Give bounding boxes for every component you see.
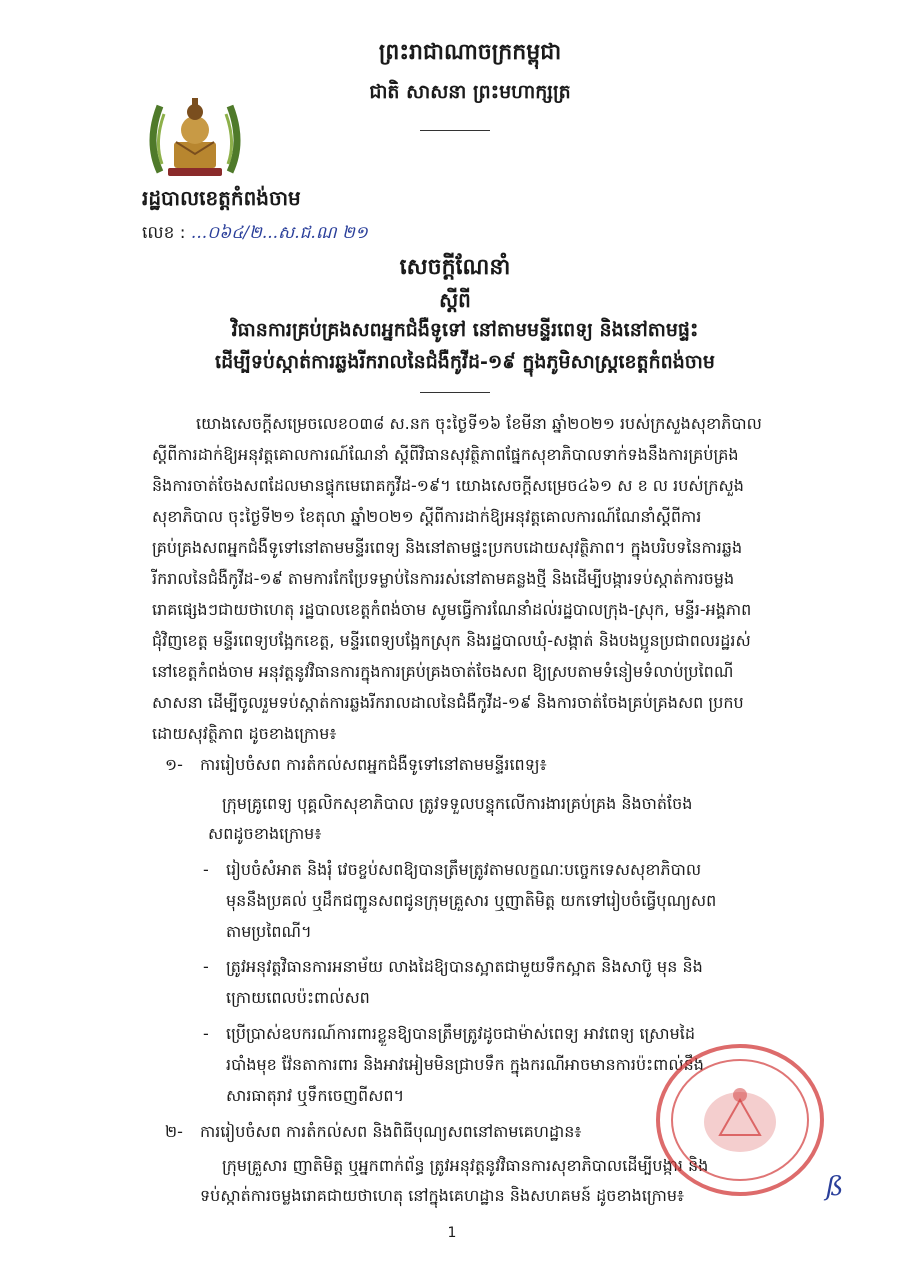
about-label: ស្តីពី: [439, 288, 471, 312]
page-number: 1: [447, 1225, 457, 1241]
intro-paragraph: [152, 408, 832, 749]
intro-line: ដោយសុវត្ថិភាព ដូចខាងក្រោម៖: [152, 724, 337, 743]
section-1-lead: ក្រុមគ្រូពេទ្យ បុគ្គលិកសុខាភិបាល ត្រូវទទួលបន្ទុកលើការងារគ្រប់គ្រង និងចាត់ចែង: [222, 794, 693, 813]
header-divider: [420, 130, 490, 131]
section-2-text: ទប់ស្កាត់ការចម្លងរោគជាយថាហេតុ នៅក្នុងគេហដ្ឋាន និងសហគមន៍ ដូចខាងក្រោម៖: [200, 1186, 685, 1205]
bullet-text: ប្រើប្រាស់ឧបករណ៍ការពារខ្លួនឱ្យបានត្រឹមត្រូវដូចជាម៉ាស់ពេទ្យ អាវពេទ្យ ស្រោមដៃ: [226, 1024, 695, 1043]
signature-initial: ß: [826, 1172, 844, 1202]
bullet-text: ត្រូវអនុវត្តវិធានការអនាម័យ លាងដៃឱ្យបានស្អាតជាមួយទឹកស្អាត និងសាប៊ូ មុន និង: [226, 957, 703, 976]
title-divider: [420, 392, 490, 393]
reference-label: លេខ :: [142, 223, 186, 243]
subject-line-2: ដើម្បីទប់ស្កាត់ការឆ្លងរីករាលនៃជំងឺកូវីដ-១៩ ក្នុងភូមិសាស្ត្រខេត្តកំពង់ចាម: [215, 351, 715, 373]
bullet-text: សារធាតុរាវ ឬទឹកចេញពីសព។: [226, 1086, 405, 1105]
intro-line: និងការចាត់ចែងសពដែលមានផ្ទុកមេរោគកូវីដ-១៩។ យោងសេចក្តីសម្រេច៤៦១ ស ខ ល របស់ក្រសួង: [152, 476, 744, 495]
bullet-mark: -: [203, 860, 209, 879]
issuing-authority: រដ្ឋបាលខេត្តកំពង់ចាម: [142, 186, 301, 210]
intro-line: ស្តីពីការដាក់ឱ្យអនុវត្តគោលការណ៍ណែនាំ ស្តីពីវិធានសុវត្ថិភាពផ្នែកសុខាភិបាលទាក់ទងនឹងការគ្រប់គ្រង: [152, 445, 739, 464]
intro-line: សាសនា ដើម្បីចូលរួមទប់ស្កាត់ការឆ្លងរីករាលដាលនៃជំងឺកូវីដ-១៩ និងការចាត់ចែងគ្រប់គ្រងសព ប្រកប: [152, 693, 744, 712]
intro-line: នៅខេត្តកំពង់ចាម អនុវត្តនូវវិធានការក្នុងការគ្រប់គ្រងចាត់ចែងសព ឱ្យស្របតាមទំនៀមទំលាប់ប្រពៃណី: [152, 662, 734, 681]
subject-line-1: វិធានការគ្រប់គ្រងសពអ្នកជំងឺទូទៅ នៅតាមមន្ទីរពេទ្យ និងនៅតាមផ្ទះ: [231, 319, 699, 341]
intro-line: រោគផ្សេងៗជាយថាហេតុ រដ្ឋបាលខេត្តកំពង់ចាម សូមធ្វើការណែនាំដល់រដ្ឋបាលក្រុង-ស្រុក, មន្ទីរ-អង្គភាព: [152, 600, 752, 619]
bullet-mark: -: [203, 957, 209, 976]
section-1-lead: សពដូចខាងក្រោម៖: [208, 824, 322, 843]
intro-line: គ្រប់គ្រងសពអ្នកជំងឺទូទៅនៅតាមមន្ទីរពេទ្យ និងនៅតាមផ្ទះប្រកបដោយសុវត្ថិភាព។ ក្នុងបរិបទនៃការឆ្លង: [152, 538, 743, 557]
reference-value: ...០៦៤/២...ស.ជ.ណ: [190, 223, 337, 243]
section-2-number: ២-: [165, 1122, 183, 1141]
document-type: សេចក្តីណែនាំ: [399, 255, 511, 280]
bullet-mark: -: [203, 1024, 209, 1043]
bullet-text: របាំងមុខ វ៉ែនតាការពារ និងអាវអៀមមិនជ្រាបទឹក ក្នុងករណីអាចមានការប៉ះពាល់នឹង: [226, 1055, 704, 1074]
kingdom-title: ព្រះរាជាណាចក្រកម្ពុជា: [378, 40, 562, 65]
bullet-text: ក្រោយពេលប៉ះពាល់សព: [226, 988, 370, 1007]
reference-suffix: ២១: [342, 223, 368, 243]
intro-line: យោងសេចក្តីសម្រេចលេខ០៣៨ ស.នក ចុះថ្ងៃទី១៦ ខែមីនា ឆ្នាំ២០២១ របស់ក្រសួងសុខាភិបាល: [196, 414, 762, 433]
bullet-text: រៀបចំសំអាត និងរុំ វេចខ្ចប់សពឱ្យបានត្រឹមត្រូវតាមលក្ខណៈបច្ចេកទេសសុខាភិបាល: [226, 860, 702, 879]
national-motto: ជាតិ សាសនា ព្រះមហាក្សត្រ: [369, 81, 571, 103]
section-2-text: ក្រុមគ្រួសារ ញាតិមិត្ត ឬអ្នកពាក់ព័ន្ធ ត្រូវអនុវត្តនូវវិធានការសុខាភិបាលដើម្បីបង្ការ និង: [222, 1156, 709, 1175]
intro-line: រីករាលនៃជំងឺកូវីដ-១៩ តាមការកែប្រែទម្លាប់នៃការរស់នៅតាមគន្លងថ្មី និងដើម្បីបង្ការទប់ស្កាត់ការចម្លង: [152, 569, 735, 588]
intro-line: ជុំវិញខេត្ត មន្ទីរពេទ្យបង្អែកខេត្ត, មន្ទីរពេទ្យបង្អែកស្រុក និងរដ្ឋបាលឃុំ-សង្កាត់ និងបងប្អូនប្រជាពលរដ្ឋរស់: [152, 631, 751, 650]
section-1-number: ១-: [165, 755, 183, 774]
intro-line: សុខាភិបាល ចុះថ្ងៃទី២១ ខែតុលា ឆ្នាំ២០២១ ស្តីពីការដាក់ឱ្យអនុវត្តគោលការណ៍ណែនាំស្តីពីការ: [152, 507, 702, 526]
official-seal-stamp: [650, 1040, 830, 1200]
royal-emblem-icon: [140, 92, 250, 184]
section-2-heading: ការរៀបចំសព ការតំកល់សព និងពិធីបុណ្យសពនៅតាមគេហដ្ឋាន៖: [200, 1122, 582, 1141]
bullet-text: មុននឹងប្រគល់ ឬដឹកជញ្ជូនសពជូនក្រុមគ្រួសារ ឬញាតិមិត្ត យកទៅរៀបចំធ្វើបុណ្យសព: [226, 891, 717, 910]
section-1-heading: ការរៀបចំសព ការតំកល់សពអ្នកជំងឺទូទៅនៅតាមមន្ទីរពេទ្យ៖: [200, 755, 547, 774]
bullet-text: តាមប្រពៃណី។: [226, 922, 312, 941]
reference-number: [142, 222, 368, 247]
